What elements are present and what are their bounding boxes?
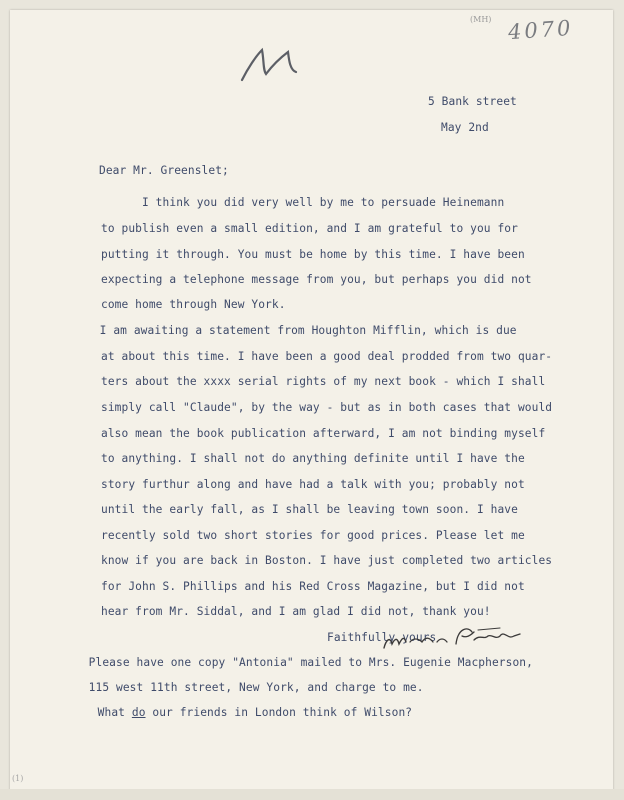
corner-mark: (1): [12, 774, 24, 783]
text-line: for John S. Phillips and his Red Cross Magazine, but I did not: [101, 580, 525, 593]
catalog-number: 4070: [507, 15, 575, 45]
text-line: story furthur along and have had a talk with you; probably not: [101, 478, 525, 491]
text-line: recently sold two short stories for good prices. Please let me: [101, 529, 525, 542]
stamp-mark: (MH): [470, 15, 492, 24]
final-line: [84, 706, 412, 720]
letter-date: May 2nd: [441, 121, 489, 134]
text-line: at about this time. I have been a good deal prodded from two quar-: [101, 350, 553, 363]
underlined-word: do: [131, 706, 146, 719]
text-line: ters about the xxxx serial rights of my next book - which I shall: [101, 375, 546, 388]
final-line-before: What: [84, 706, 132, 719]
text-line: I think you did very well by me to persuade Heinemann: [101, 196, 505, 209]
text-line: simply call "Claude", by the way - but as in both cases that would: [101, 401, 553, 414]
text-line: I am awaiting a statement from Houghton Mifflin, which is due: [86, 324, 517, 337]
text-line: expecting a telephone message from you, but perhaps you did not: [101, 273, 532, 286]
closing: Faithfully yours: [327, 631, 437, 644]
address-line: 5 Bank street: [428, 95, 517, 108]
text-line: to publish even a small edition, and I am grateful to you for: [101, 222, 518, 235]
text-line: Please have one copy "Antonia" mailed to Mrs. Eugenie Macpherson,: [75, 656, 533, 669]
final-line-after: our friends in London think of Wilson?: [145, 706, 413, 719]
text-line: come home through New York.: [101, 298, 286, 311]
text-line: hear from Mr. Siddal, and I am glad I did not, thank you!: [101, 605, 491, 618]
text-line: also mean the book publication afterward, I am not binding myself: [101, 427, 546, 440]
salutation: Dear Mr. Greenslet;: [99, 164, 229, 177]
text-line: until the early fall, as I shall be leaving town soon. I have: [101, 503, 518, 516]
text-line: know if you are back in Boston. I have just completed two articles: [101, 554, 553, 567]
text-line: to anything. I shall not do anything definite until I have the: [101, 452, 525, 465]
text-line: 115 west 11th street, New York, and charge to me.: [75, 681, 424, 694]
text-line: putting it through. You must be home by this time. I have been: [101, 248, 525, 261]
